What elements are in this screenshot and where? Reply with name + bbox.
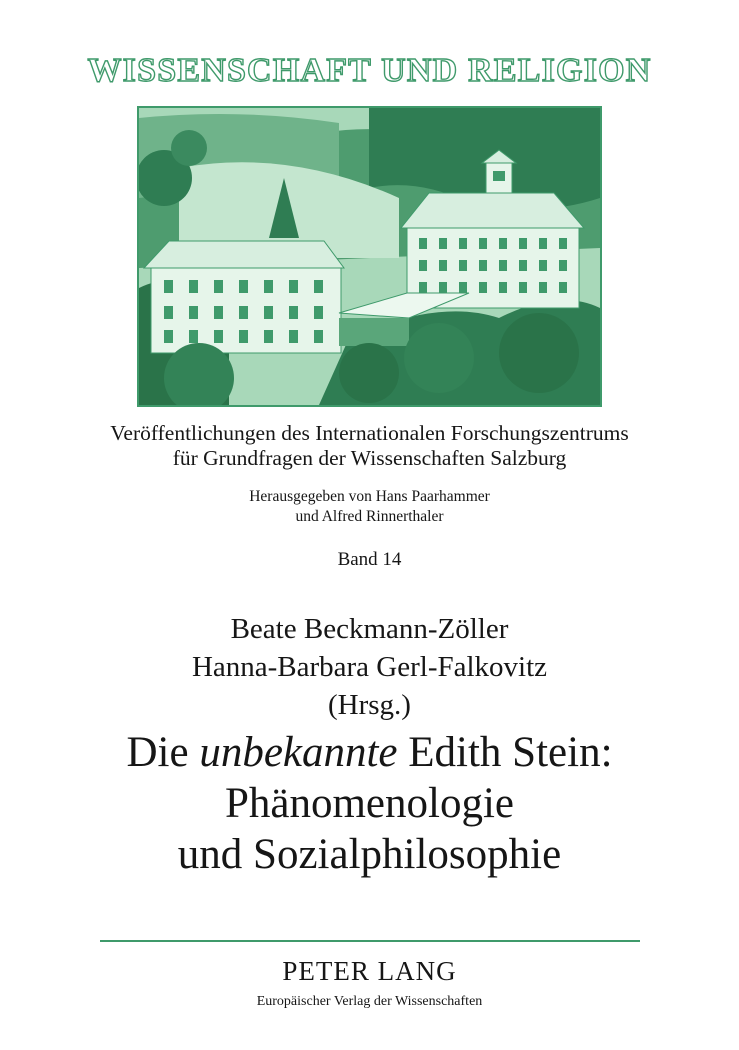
divider-rule xyxy=(100,940,640,942)
series-description-line1: Veröffentlichungen des Internationalen Forschungszentrums xyxy=(110,421,629,445)
book-title-line3: und Sozialphilosophie xyxy=(177,831,562,878)
series-description xyxy=(0,421,739,471)
book-title-suffix: Edith Stein: xyxy=(397,729,613,776)
series-title: WISSENSCHAFT UND RELIGION xyxy=(87,52,652,89)
publisher-subtitle: Europäischer Verlag der Wissenschaften xyxy=(256,994,483,1009)
series-editors-line1: Herausgegeben von Hans Paarhammer xyxy=(249,488,490,505)
book-title-line2: Phänomenologie xyxy=(224,780,514,827)
series-editors-line2: und Alfred Rinnerthaler xyxy=(295,508,444,525)
book-title-prefix: Die xyxy=(126,729,200,776)
series-description-line2: für Grundfragen der Wissenschaften Salzburg xyxy=(172,446,567,470)
publisher-name: PETER LANG xyxy=(282,956,457,986)
author-2: Hanna-Barbara Gerl-Falkovitz xyxy=(191,651,548,683)
book-title-italic: unbekannte xyxy=(199,729,398,776)
cover-photo xyxy=(137,106,602,407)
book-title-line1 xyxy=(0,727,739,778)
cover-photo-illustration xyxy=(139,108,600,405)
author-1: Beate Beckmann-Zöller xyxy=(230,613,509,645)
series-editors xyxy=(0,487,739,527)
editor-note: (Hrsg.) xyxy=(328,689,411,721)
volume-number: Band 14 xyxy=(337,549,402,570)
book-title xyxy=(0,727,739,880)
authors xyxy=(0,610,739,724)
